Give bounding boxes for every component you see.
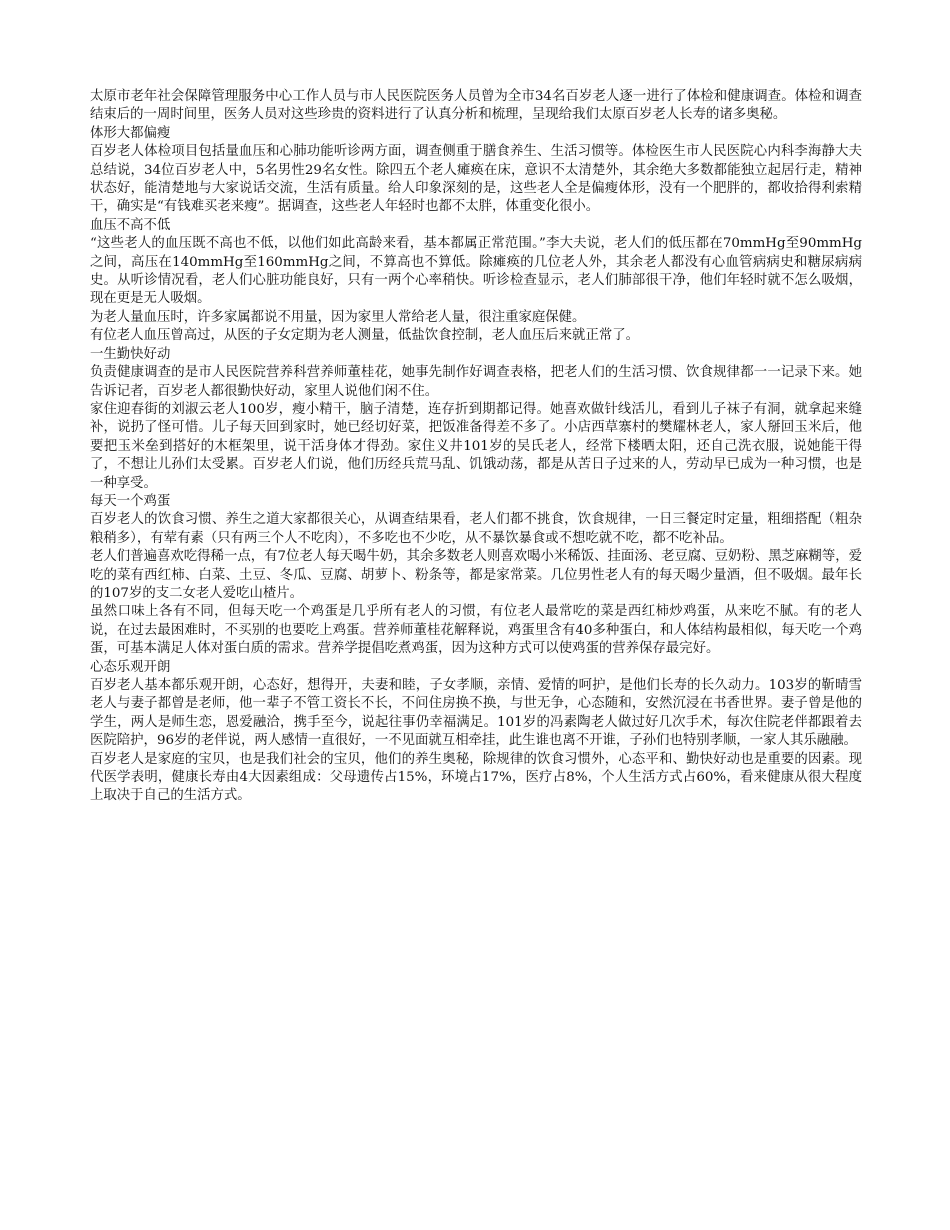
paragraph-daily-egg-1: 百岁老人的饮食习惯、养生之道大家都很关心，从调查结果看，老人们都不挑食，饮食规律，一日三餐定时定量，粗细搭配（粗杂粮稍多），有荤有素（只有两三个人不吃肉），不多吃也不少吃，从不暴饮暴食或不想吃就不吃，都不吃补品。 bbox=[90, 512, 862, 546]
intro-paragraph: 太原市老年社会保障管理服务中心工作人员与市人民医院医务人员曾为全市34名百岁老人逐一进行了体检和健康调查。体检和调查结束后的一周时间里，医务人员对这些珍贵的资料进行了认真分析和梳理，呈现给我们太原百岁老人长寿的诸多奥秘。 bbox=[90, 89, 862, 123]
paragraph-optimism-2: 百岁老人是家庭的宝贝，也是我们社会的宝贝，他们的养生奥秘，除规律的饮食习惯外，心态平和、勤快好动也是重要的因素。现代医学表明，健康长寿由4大因素组成：父母遗传占15%，环境占17%，医疗占8%，个人生活方式占60%，看来健康从很大程度上取决于自己的生活方式。 bbox=[90, 751, 862, 804]
section-heading-slim-build: 体形大都偏瘦 bbox=[90, 125, 171, 141]
paragraph-slim-build: 百岁老人体检项目包括量血压和心肺功能听诊两方面，调查侧重于膳食养生、生活习惯等。体检医生市人民医院心内科李海静大夫总结说，34位百岁老人中，5名男性29名女性。除四五个老人瘫痪在床，意识不太清楚外，其余绝大多数都能独立起居行走，精神状态好，能清楚地与大家说话交流，生活有质量。给人印象深刻的是，这些老人全是偏瘦体形，没有一个肥胖的，都收拾得利索精干，确实是“有钱难买老来瘦”。据调查，这些老人年轻时也都不太胖，体重变化很小。 bbox=[90, 144, 862, 215]
section-heading-blood-pressure: 血压不高不低 bbox=[90, 217, 171, 233]
paragraph-active-life-2: 家住迎春街的刘淑云老人100岁，瘦小精干，脑子清楚，连存折到期都记得。她喜欢做针线活儿，看到儿子袜子有洞，就拿起来缝补，说扔了怪可惜。儿子每天回到家时，她已经切好菜，把饭准备得差不多了。小店西草寨村的樊耀林老人，家人掰回玉米后，他要把玉米垒到搭好的木框架里，说干活身体才得劲。家住义井101岁的吴氏老人，经常下楼晒太阳，还自己洗衣服，说她能干得了，不想让儿孙们太受累。百岁老人们说，他们历经兵荒马乱、饥饿动荡，都是从苦日子过来的人，劳动早已成为一种习惯，也是一种享受。 bbox=[90, 401, 862, 491]
section-heading-optimism: 心态乐观开朗 bbox=[90, 659, 171, 675]
paragraph-optimism-1: 百岁老人基本都乐观开朗，心态好，想得开，夫妻和睦，子女孝顺，亲情、爱情的呵护，是他们长寿的长久动力。103岁的靳晴雪老人与妻子都曾是老师，他一辈子不管工资长不长，不问住房换不换，与世无争，心态随和，安然沉浸在书香世界。妻子曾是他的学生，两人是师生恋，恩爱融洽，携手至今，说起往事仍幸福满足。101岁的冯素陶老人做过好几次手术，每次住院老伴都跟着去医院陪护，96岁的老伴说，两人感情一直很好，一不见面就互相牵挂，此生谁也离不开谁，子孙们也特别孝顺，一家人其乐融融。 bbox=[90, 678, 862, 749]
paragraph-daily-egg-3: 虽然口味上各有不同，但每天吃一个鸡蛋是几乎所有老人的习惯，有位老人最常吃的菜是西红柿炒鸡蛋，从来吃不腻。有的老人说，在过去最困难时，不买别的也要吃上鸡蛋。营养师董桂花解释说，鸡蛋里含有40多种蛋白，和人体结构最相似，每天吃一个鸡蛋，可基本满足人体对蛋白质的需求。营养学提倡吃煮鸡蛋，因为这种方式可以使鸡蛋的营养保存最完好。 bbox=[90, 604, 862, 657]
paragraph-blood-pressure-3: 有位老人血压曾高过，从医的子女定期为老人测量，低盐饮食控制，老人血压后来就正常了。 bbox=[90, 328, 640, 344]
paragraph-blood-pressure-1: “这些老人的血压既不高也不低，以他们如此高龄来看，基本都属正常范围。”李大夫说，老人们的低压都在70mmHg至90mmHg之间，高压在140mmHg至160mmHg之间，不算高也不算低。除瘫痪的几位老人外，其余老人都没有心血管病病史和糖尿病病史。从听诊情况看，老人们心脏功能良好，只有一两个心率稍快。听诊检查显示，老人们肺部很干净，他们年轻时就不怎么吸烟，现在更是无人吸烟。 bbox=[90, 236, 862, 307]
paragraph-active-life-1: 负责健康调查的是市人民医院营养科营养师董桂花，她事先制作好调查表格，把老人们的生活习惯、饮食规律都一一记录下来。她告诉记者，百岁老人都很勤快好动，家里人说他们闲不住。 bbox=[90, 365, 862, 399]
section-heading-active-life: 一生勤快好动 bbox=[90, 346, 171, 362]
paragraph-blood-pressure-2: 为老人量血压时，许多家属都说不用量，因为家里人常给老人量，很注重家庭保健。 bbox=[90, 309, 586, 325]
paragraph-daily-egg-2: 老人们普遍喜欢吃得稀一点，有7位老人每天喝牛奶，其余多数老人则喜欢喝小米稀饭、挂面汤、老豆腐、豆奶粉、黑芝麻糊等，爱吃的菜有西红柿、白菜、土豆、冬瓜、豆腐、胡萝卜、粉条等，都是家常菜。几位男性老人有的每天喝少量酒，但不吸烟。最年长的107岁的支二女老人爱吃山楂片。 bbox=[90, 549, 862, 601]
section-heading-daily-egg: 每天一个鸡蛋 bbox=[90, 493, 171, 509]
